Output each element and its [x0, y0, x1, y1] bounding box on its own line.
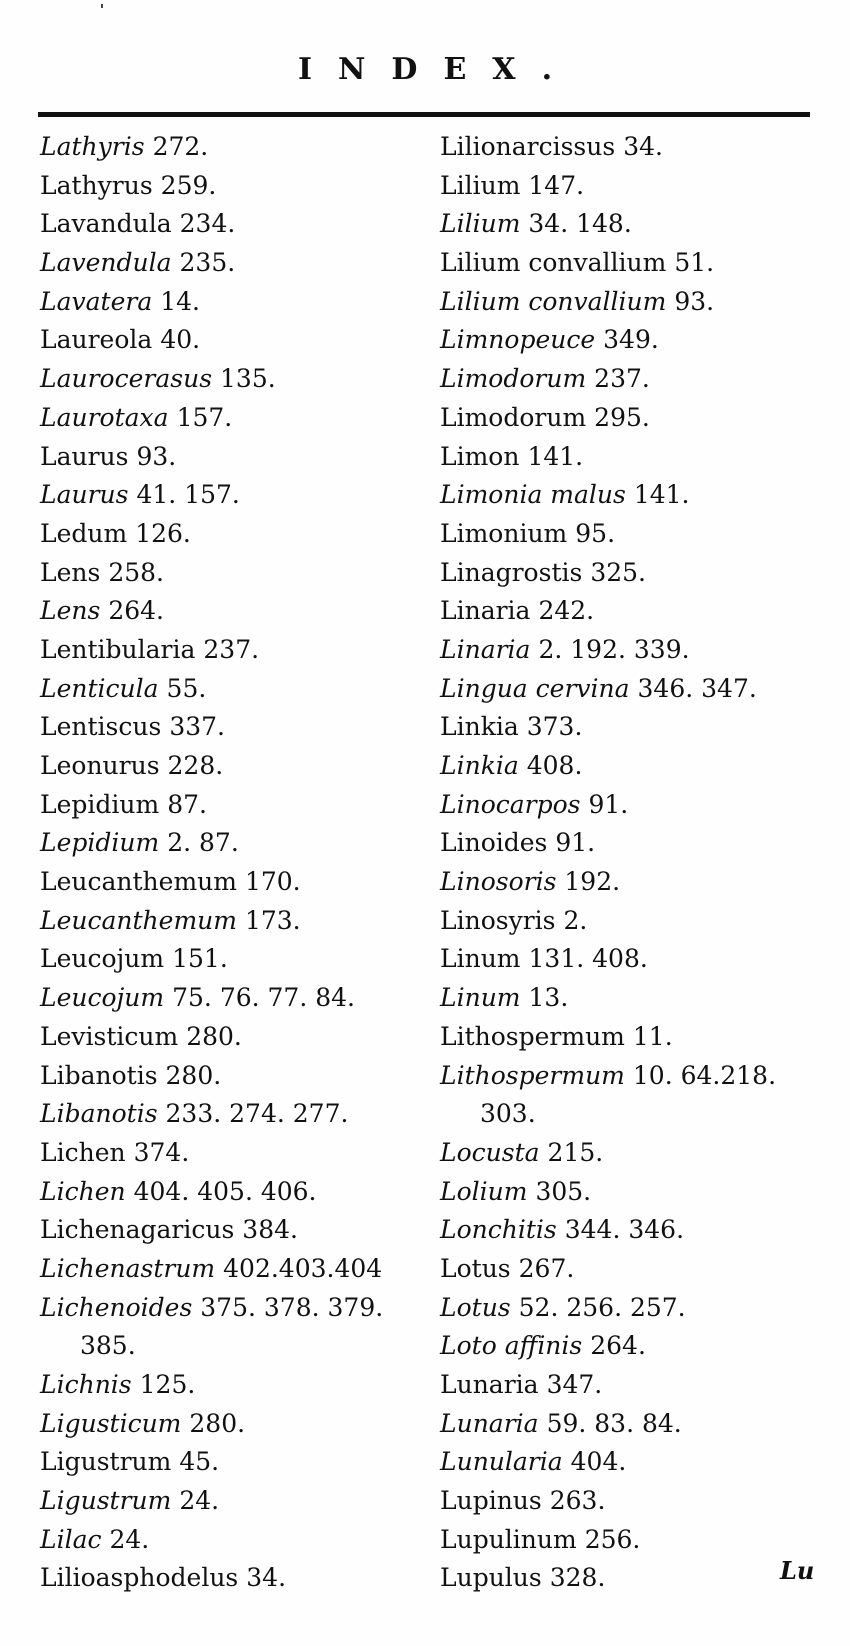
ink-mark [101, 4, 103, 8]
entry-term: Ligusticum [40, 1408, 182, 1438]
entry-term: Leonurus [40, 751, 160, 780]
entry-pages: 40. [160, 325, 201, 355]
entry-pages: 385. [80, 1331, 136, 1361]
entry-pages: 258. [108, 557, 164, 587]
entry-term: Lilium [440, 209, 521, 239]
entry-term: Lunaria [440, 1370, 539, 1399]
entry-term: Limonia malus [440, 480, 626, 510]
entry-term: Leucanthemum [40, 905, 237, 935]
entry-term: Lichen [40, 1137, 126, 1167]
entry-pages: 280. [189, 1408, 246, 1438]
entry-pages: 141. [633, 480, 690, 510]
entry-term: Lunularia [440, 1447, 563, 1477]
index-entry [440, 244, 835, 283]
entry-pages: 373. [526, 712, 583, 742]
index-entry [40, 940, 425, 979]
entry-pages: 234. [179, 209, 236, 239]
entry-term: Libanotis [40, 1060, 158, 1090]
index-entry [40, 1405, 425, 1444]
index-entry [440, 1250, 835, 1289]
entry-pages: 93. [674, 286, 715, 316]
entry-term: Limodorum [440, 364, 587, 394]
index-entry [40, 554, 425, 593]
entry-pages: 2. 87. [167, 828, 239, 858]
entry-pages: 13. [528, 983, 569, 1013]
index-entry [440, 1057, 835, 1096]
entry-term: Lichenoides [40, 1292, 193, 1322]
entry-pages: 235. [179, 248, 236, 278]
entry-pages: 344. 346. [564, 1215, 685, 1245]
entry-pages: 125. [139, 1370, 196, 1399]
entry-pages: 24. [179, 1486, 220, 1516]
index-entry [440, 360, 835, 399]
entry-pages: 337. [169, 712, 225, 742]
entry-term: Linoides [440, 828, 548, 858]
index-entry [440, 670, 835, 709]
entry-term: Lentiscus [40, 712, 162, 742]
index-entry [40, 1095, 425, 1134]
entry-pages: 402.403.404 [223, 1253, 383, 1283]
entry-pages: 2. [563, 905, 588, 935]
index-entry [40, 670, 425, 709]
index-entry [40, 979, 425, 1018]
index-entry [440, 631, 835, 670]
index-entry [40, 1289, 425, 1328]
index-entry [40, 631, 425, 670]
index-entry [440, 167, 835, 206]
index-entry [40, 205, 425, 244]
entry-term: Lavatera [40, 286, 153, 316]
entry-pages: 349. [603, 325, 659, 355]
entry-pages: 10. 64.218. [632, 1060, 777, 1090]
index-entry [40, 1057, 425, 1096]
index-entry [40, 1250, 425, 1289]
entry-pages: 34. 148. [528, 209, 632, 239]
entry-pages: 151. [172, 944, 228, 974]
index-entry [440, 1443, 835, 1482]
entry-term: Limnopeuce [440, 325, 596, 355]
entry-pages: 374. [133, 1137, 190, 1167]
index-entry [440, 205, 835, 244]
index-entry [440, 399, 835, 438]
entry-pages: 256. [584, 1524, 641, 1554]
index-entry [440, 1211, 835, 1250]
index-entry [440, 283, 835, 322]
entry-pages: 41. 157. [136, 480, 240, 510]
index-entry [40, 1366, 425, 1405]
index-entry [440, 747, 835, 786]
entry-pages: 52. 256. 257. [518, 1292, 686, 1322]
index-entry [440, 1559, 835, 1598]
index-entry [440, 1173, 835, 1212]
index-entry [440, 786, 835, 825]
entry-term: Lavendula [40, 248, 172, 278]
index-entry [40, 283, 425, 322]
entry-pages: 126. [135, 518, 191, 548]
entry-pages: 34. [246, 1563, 287, 1593]
entry-term: Lentibularia [40, 634, 196, 664]
index-entry [40, 786, 425, 825]
index-entry [40, 438, 425, 477]
entry-term: Limodorum [440, 402, 587, 432]
entry-pages: 375. 378. 379. [200, 1292, 384, 1322]
index-entry [40, 360, 425, 399]
entry-term: Loto affinis [440, 1331, 583, 1361]
entry-pages: 131. 408. [528, 944, 648, 974]
index-entry [440, 863, 835, 902]
entry-term: Linum [440, 944, 521, 974]
entry-pages: 242. [538, 596, 595, 626]
entry-term: Laurotaxa [40, 402, 169, 432]
index-entry [40, 476, 425, 515]
entry-term: Lenticula [40, 673, 159, 703]
entry-pages: 280. [165, 1060, 222, 1090]
index-entry [40, 167, 425, 206]
index-entry [440, 1521, 835, 1560]
index-entry [40, 1482, 425, 1521]
entry-term: Lichenastrum [40, 1253, 216, 1283]
entry-term: Lens [40, 596, 101, 626]
entry-pages: 135. [220, 364, 276, 394]
entry-term: Lithospermum [440, 1021, 625, 1051]
entry-pages: 263. [549, 1486, 606, 1516]
entry-term: Limon [440, 441, 520, 471]
entry-pages: 34. [623, 132, 663, 161]
index-entry [40, 1327, 425, 1366]
entry-pages: 295. [594, 402, 650, 432]
entry-pages: 228. [167, 751, 224, 780]
entry-term: Linosoris [440, 867, 557, 897]
entry-pages: 95. [575, 518, 616, 548]
entry-pages: 267. [518, 1253, 575, 1283]
entry-pages: 408. [526, 751, 583, 780]
entry-pages: 55. [166, 673, 207, 703]
entry-term: Levisticum [40, 1021, 179, 1051]
entry-term: Linocarpos [440, 789, 581, 819]
entry-term: Lilioasphodelus [40, 1563, 239, 1593]
entry-pages: 404. [570, 1447, 627, 1477]
entry-term: Lupulus [440, 1563, 542, 1593]
entry-pages: 233. 274. 277. [165, 1099, 349, 1129]
entry-term: Lichen [40, 1176, 126, 1206]
entry-term: Linkia [440, 751, 519, 780]
page-title: INDEX. [297, 52, 579, 87]
entry-pages: 170. [244, 867, 301, 897]
entry-term: Lilionarcissus [440, 132, 616, 161]
index-entry [40, 515, 425, 554]
index-entry [440, 1095, 835, 1134]
index-entry [440, 979, 835, 1018]
entry-pages: 51. [674, 248, 715, 278]
entry-pages: 14. [160, 286, 200, 316]
index-entry [40, 1173, 425, 1212]
entry-term: Lepidium [40, 828, 160, 858]
entry-term: Lens [40, 557, 101, 587]
index-entry [440, 515, 835, 554]
entry-term: Lilium [440, 170, 521, 200]
index-entry [40, 824, 425, 863]
index-entry [40, 1559, 425, 1598]
entry-pages: 347. [546, 1370, 603, 1399]
index-entry [40, 321, 425, 360]
entry-term: Lilium convallium [440, 248, 667, 278]
entry-term: Ledum [40, 518, 128, 548]
entry-term: Lingua cervina [440, 673, 630, 703]
entry-pages: 173. [244, 905, 301, 935]
index-entry [440, 902, 835, 941]
index-entry [40, 1211, 425, 1250]
left-column [40, 128, 425, 1598]
index-entry [40, 747, 425, 786]
index-entry [440, 1482, 835, 1521]
index-entry [440, 940, 835, 979]
entry-pages: 328. [549, 1563, 606, 1593]
entry-term: Laurocerasus [40, 364, 213, 394]
entry-term: Lolium [440, 1176, 528, 1206]
entry-term: Laurus [40, 441, 129, 471]
entry-pages: 24. [109, 1524, 150, 1554]
entry-pages: 272. [152, 132, 209, 161]
entry-pages: 325. [590, 557, 646, 587]
entry-term: Leucojum [40, 983, 165, 1013]
index-entry [440, 824, 835, 863]
entry-pages: 157. [176, 402, 233, 432]
entry-pages: 87. [167, 789, 207, 819]
index-entry [440, 476, 835, 515]
index-entry [40, 1521, 425, 1560]
index-entry [440, 1134, 835, 1173]
entry-term: Linagrostis [440, 557, 583, 587]
index-entry [440, 1289, 835, 1328]
entry-term: Lilac [40, 1524, 102, 1554]
entry-pages: 147. [528, 170, 585, 200]
entry-term: Libanotis [40, 1099, 158, 1129]
entry-pages: 2. 192. 339. [538, 634, 690, 664]
entry-term: Lathyris [40, 132, 145, 161]
header-rule [38, 112, 810, 117]
catchword: Lu [780, 1556, 815, 1585]
index-entry [40, 902, 425, 941]
entry-term: Lotus [440, 1292, 511, 1322]
entry-pages: 346. 347. [637, 673, 757, 703]
entry-term: Lichnis [40, 1370, 132, 1399]
index-entry [440, 438, 835, 477]
index-entry [440, 554, 835, 593]
entry-pages: 237. [203, 634, 260, 664]
index-entry [440, 1327, 835, 1366]
index-entry [440, 708, 835, 747]
index-entry [40, 244, 425, 283]
entry-pages: 45. [179, 1447, 220, 1477]
entry-pages: 264. [108, 596, 164, 626]
entry-term: Lunaria [440, 1408, 539, 1438]
entry-pages: 384. [242, 1215, 298, 1245]
entry-term: Leucanthemum [40, 867, 237, 897]
entry-pages: 215. [547, 1137, 604, 1167]
entry-pages: 259. [160, 170, 217, 200]
index-entry [40, 399, 425, 438]
entry-pages: 141. [527, 441, 584, 471]
entry-term: Lilium convallium [440, 286, 667, 316]
entry-term: Lonchitis [440, 1215, 557, 1245]
entry-term: Lithospermum [440, 1060, 625, 1090]
entry-term: Linkia [440, 712, 519, 742]
index-entry [40, 863, 425, 902]
entry-pages: 404. 405. 406. [133, 1176, 317, 1206]
index-entry [440, 1366, 835, 1405]
entry-term: Lichenagaricus [40, 1215, 235, 1245]
index-entry [40, 592, 425, 631]
index-entry [440, 592, 835, 631]
entry-term: Linaria [440, 634, 531, 664]
entry-term: Lotus [440, 1253, 511, 1283]
entry-pages: 237. [594, 364, 650, 394]
entry-term: Linosyris [440, 905, 556, 935]
index-entry [440, 321, 835, 360]
index-entry [440, 1018, 835, 1057]
right-column [440, 128, 835, 1598]
entry-pages: 264. [590, 1331, 646, 1361]
entry-term: Lupinus [440, 1486, 542, 1516]
entry-pages: 91. [588, 789, 629, 819]
index-entry [40, 708, 425, 747]
index-entry [40, 128, 425, 167]
entry-pages: 59. 83. 84. [546, 1408, 682, 1438]
entry-pages: 11. [632, 1021, 673, 1051]
entry-pages: 91. [555, 828, 596, 858]
entry-term: Ligustrum [40, 1486, 172, 1516]
entry-pages: 280. [186, 1021, 242, 1051]
entry-pages: 75. 76. 77. 84. [172, 983, 355, 1013]
entry-term: Limonium [440, 518, 568, 548]
entry-term: Lepidium [40, 789, 160, 819]
entry-pages: 93. [136, 441, 177, 471]
index-entry [40, 1018, 425, 1057]
entry-term: Laureola [40, 325, 153, 355]
index-entry [40, 1443, 425, 1482]
index-entry [440, 1405, 835, 1444]
entry-term: Lathyrus [40, 170, 153, 200]
entry-term: Locusta [440, 1137, 540, 1167]
entry-pages: 303. [480, 1099, 536, 1129]
entry-term: Ligustrum [40, 1447, 172, 1477]
entry-term: Lupulinum [440, 1524, 577, 1554]
entry-term: Linum [440, 983, 521, 1013]
entry-term: Linaria [440, 596, 531, 626]
index-entry [40, 1134, 425, 1173]
entry-term: Leucojum [40, 944, 165, 974]
entry-pages: 192. [564, 867, 621, 897]
entry-pages: 305. [535, 1176, 592, 1206]
entry-term: Lavandula [40, 209, 172, 239]
entry-term: Laurus [40, 480, 129, 510]
index-entry [440, 128, 835, 167]
